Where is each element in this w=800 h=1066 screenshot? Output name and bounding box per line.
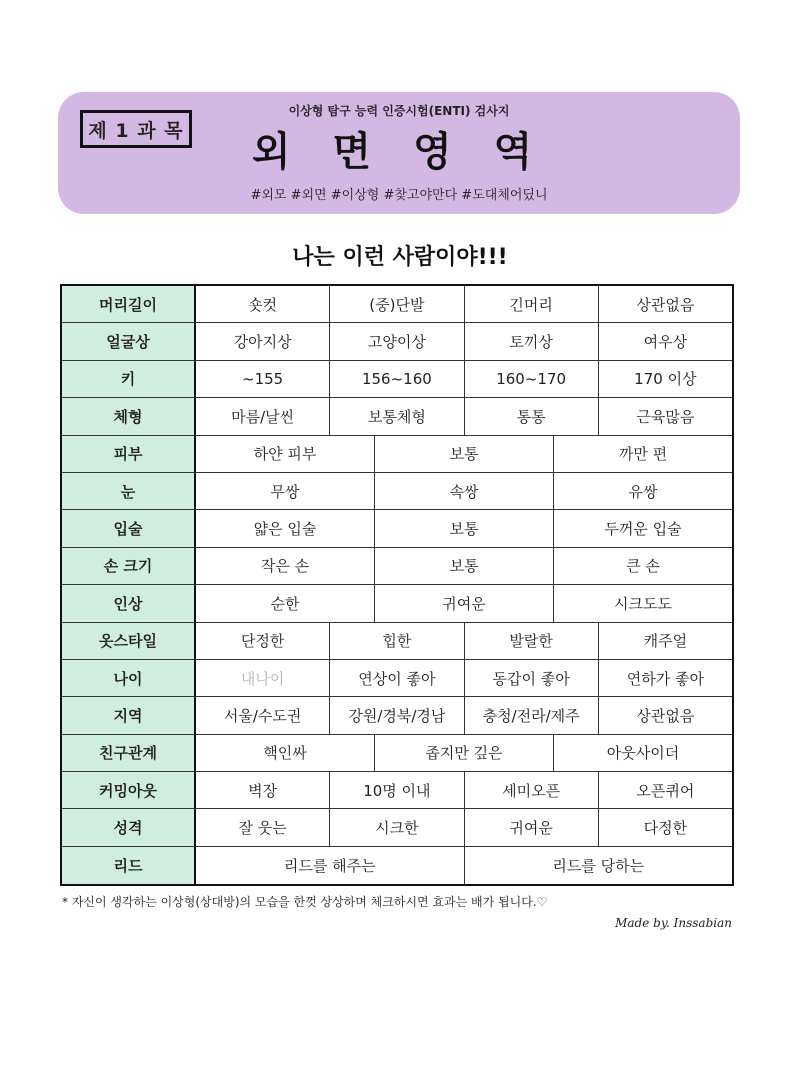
row-label: 친구관계: [62, 735, 196, 771]
table-row: [62, 323, 732, 360]
table-row: [62, 660, 732, 697]
option-group: [196, 772, 732, 808]
hashtags: #외모 #외면 #이상형 #찾고야만다 #도대체어딨니: [250, 188, 548, 203]
table-row: [62, 847, 732, 884]
option-cell[interactable]: 연상이 좋아: [330, 660, 464, 696]
option-cell[interactable]: 근육많음: [636, 407, 695, 426]
row-label: 피부: [62, 436, 196, 472]
option-cell[interactable]: 상관없음: [636, 295, 695, 314]
option-cell[interactable]: 연하가 좋아: [626, 669, 704, 688]
row-label: 손 크기: [62, 548, 196, 584]
option-group: [196, 398, 732, 434]
page-title: 외 면 영 역: [251, 129, 547, 175]
option-cell[interactable]: 고양이상: [330, 323, 464, 359]
option-cell[interactable]: 단정한: [196, 623, 330, 659]
option-cell[interactable]: 얇은 입술: [196, 510, 375, 546]
row-label: 입술: [62, 510, 196, 546]
option-cell[interactable]: 까만 편: [618, 445, 668, 464]
option-cell[interactable]: 속쌍: [375, 473, 554, 509]
option-cell[interactable]: 강아지상: [196, 323, 330, 359]
table-row: [62, 772, 732, 809]
option-cell[interactable]: 충청/전라/제주: [465, 697, 599, 733]
option-group: [196, 847, 732, 884]
option-cell[interactable]: 보통체형: [330, 398, 464, 434]
header-banner: [58, 92, 740, 214]
option-cell[interactable]: 벽장: [196, 772, 330, 808]
table-row: [62, 473, 732, 510]
option-cell[interactable]: 핵인싸: [196, 735, 375, 771]
table-row: [62, 623, 732, 660]
subject-label: 제 1 과 목: [80, 110, 192, 148]
option-cell[interactable]: 아웃사이더: [606, 744, 680, 763]
option-cell[interactable]: 힙한: [330, 623, 464, 659]
option-group: [196, 623, 732, 659]
option-group: [196, 436, 732, 472]
option-cell[interactable]: 리드를 당하는: [552, 857, 645, 876]
option-cell[interactable]: 보통: [375, 510, 554, 546]
option-cell[interactable]: 여우상: [643, 333, 688, 352]
option-cell[interactable]: 두꺼운 입술: [604, 520, 682, 539]
option-group: [196, 323, 732, 359]
option-cell[interactable]: 귀여운: [375, 585, 554, 621]
row-label: 리드: [62, 847, 196, 884]
option-cell[interactable]: 보통: [375, 436, 554, 472]
option-cell[interactable]: 토끼상: [465, 323, 599, 359]
option-cell[interactable]: 동갑이 좋아: [465, 660, 599, 696]
option-cell[interactable]: 리드를 해주는: [196, 847, 465, 884]
exam-name: 이상형 탐구 능력 인증시험(ENTI) 검사지: [288, 104, 510, 118]
option-cell[interactable]: 큰 손: [626, 557, 660, 576]
option-cell[interactable]: 10명 이내: [330, 772, 464, 808]
option-cell[interactable]: 156~160: [330, 361, 464, 397]
option-cell[interactable]: 170 이상: [634, 370, 697, 389]
row-label: 성격: [62, 809, 196, 845]
table-row: [62, 286, 732, 323]
option-cell[interactable]: 세미오픈: [465, 772, 599, 808]
option-cell[interactable]: 귀여운: [465, 809, 599, 845]
table-row: [62, 697, 732, 734]
option-cell[interactable]: 유쌍: [628, 482, 658, 501]
option-cell[interactable]: (중)단발: [330, 286, 464, 322]
row-label: 커밍아웃: [62, 772, 196, 808]
option-cell[interactable]: 순한: [196, 585, 375, 621]
option-cell[interactable]: 좁지만 깊은: [375, 735, 554, 771]
option-group: [196, 548, 732, 584]
table-row: [62, 510, 732, 547]
option-cell[interactable]: 숏컷: [196, 286, 330, 322]
option-cell[interactable]: 상관없음: [636, 706, 695, 725]
table-row: [62, 735, 732, 772]
option-cell[interactable]: 내나이: [196, 660, 330, 696]
table-row: [62, 809, 732, 846]
row-label: 옷스타일: [62, 623, 196, 659]
row-label: 나이: [62, 660, 196, 696]
option-group: [196, 660, 732, 696]
option-group: [196, 697, 732, 733]
table-row: [62, 548, 732, 585]
option-cell[interactable]: 캐주얼: [643, 632, 688, 651]
option-cell[interactable]: 시크도도: [614, 594, 672, 613]
author-credit: Made by. Inssabian: [615, 916, 732, 930]
option-cell[interactable]: 발랄한: [465, 623, 599, 659]
row-label: 인상: [62, 585, 196, 621]
option-cell[interactable]: 서울/수도권: [196, 697, 330, 733]
row-label: 눈: [62, 473, 196, 509]
option-cell[interactable]: 마름/날씬: [196, 398, 330, 434]
option-cell[interactable]: 하얀 피부: [196, 436, 375, 472]
option-group: [196, 286, 732, 322]
row-label: 체형: [62, 398, 196, 434]
table-row: [62, 398, 732, 435]
option-cell[interactable]: 작은 손: [196, 548, 375, 584]
option-cell[interactable]: 강원/경북/경남: [330, 697, 464, 733]
option-cell[interactable]: 시크한: [330, 809, 464, 845]
option-group: [196, 473, 732, 509]
option-group: [196, 361, 732, 397]
option-cell[interactable]: 160~170: [465, 361, 599, 397]
table-row: [62, 361, 732, 398]
row-label: 키: [62, 361, 196, 397]
row-label: 지역: [62, 697, 196, 733]
footnote: * 자신이 생각하는 이상형(상대방)의 모습을 한껏 상상하며 체크하시면 효과는 배가 됩니다.♡: [62, 895, 548, 909]
option-cell[interactable]: 다정한: [643, 819, 688, 838]
row-label: 얼굴상: [62, 323, 196, 359]
option-group: [196, 585, 732, 621]
ideal-type-table: [60, 284, 734, 886]
table-row: [62, 585, 732, 622]
option-cell[interactable]: 무쌍: [196, 473, 375, 509]
option-group: [196, 510, 732, 546]
option-group: [196, 735, 732, 771]
option-cell[interactable]: 보통: [375, 548, 554, 584]
option-cell[interactable]: 통통: [465, 398, 599, 434]
table-row: [62, 436, 732, 473]
row-label: 머리길이: [62, 286, 196, 322]
option-cell[interactable]: 오픈퀴어: [636, 781, 695, 800]
option-cell[interactable]: 긴머리: [465, 286, 599, 322]
option-cell[interactable]: 잘 웃는: [196, 809, 330, 845]
section-heading: 나는 이런 사람이야!!!: [292, 245, 508, 270]
option-cell[interactable]: ~155: [196, 361, 330, 397]
option-group: [196, 809, 732, 845]
